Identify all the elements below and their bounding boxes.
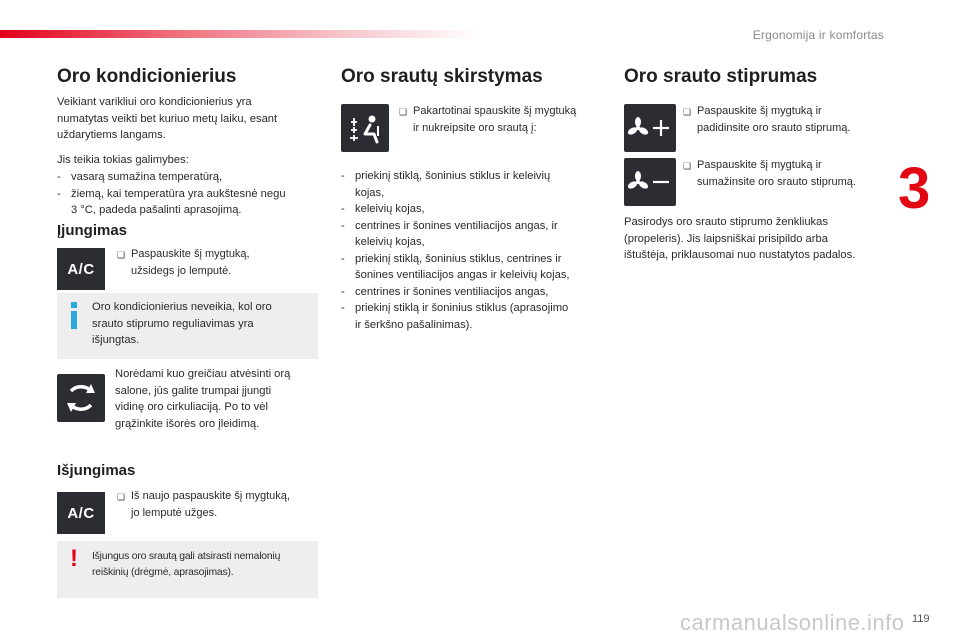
switch-on-text: ❑ Paspauskite šį mygtuką, užsidegs jo lemputė.: [117, 248, 250, 277]
info-panel: [57, 293, 318, 359]
chapter-number: 3: [898, 156, 931, 221]
fan-minus-text: ❑ Paspauskite šį mygtuką ir sumažinsite oro srauto stiprumą.: [683, 159, 856, 188]
list-item: - vasarą sumažina temperatūrą,: [57, 171, 223, 183]
list-item: - keleivių kojas,: [341, 203, 425, 215]
features-list: [57, 169, 327, 219]
list-item: - centrines ir šonines ventiliacijos angas,: [341, 285, 549, 298]
fan-plus-icon: [624, 104, 676, 152]
ac-button-icon: A/C: [57, 492, 105, 534]
fan-note-text: Pasirodys oro srauto stiprumo ženkliukas (propeleris). Jis laipsniškai prisipildo arba ištuštėja, priklausomai nuo nustatytos padalos.: [624, 216, 856, 261]
ac-button-icon: A/C: [57, 248, 105, 290]
warning-panel: [57, 541, 318, 598]
list-item: - žiemą, kai temperatūra yra aukštesnė negu 3 °C, padeda pašalinti aprasojimą.: [57, 187, 286, 216]
heading-switch-on: Įjungimas: [57, 222, 128, 239]
switch-off-text: ❑ Iš naujo paspauskite šį mygtuką, jo lemputė užges.: [117, 490, 290, 519]
page-number: 119: [912, 613, 930, 625]
header-accent-bar: [0, 30, 480, 38]
warning-text: Išjungus oro srautą gali atsirasti nemalonių reiškinių (drėgmė, aprasojimas).: [92, 551, 281, 578]
list-item: - centrines ir šonines ventiliacijos angas, ir keleivių kojas,: [341, 219, 558, 248]
list-item: - priekinį stiklą ir šoninius stiklus (aprasojimo ir šerkšno pašalinimas).: [341, 302, 569, 331]
recirculation-text: Norėdami kuo greičiau atvėsinti orą salone, jūs galite trumpai įjungti vidinę oro cirkuliaciją. Po to vėl grąžinkite išorės oro įleidimą.: [115, 368, 291, 430]
warning-icon: !: [70, 545, 78, 572]
distribution-options-list: [341, 168, 611, 333]
fan-plus-text: ❑ Paspauskite šį mygtuką ir padidinsite oro srauto stiprumą.: [683, 105, 851, 134]
recirculation-icon: [57, 374, 105, 422]
info-icon: [71, 311, 77, 329]
info-text: Oro kondicionierius neveikia, kol oro srauto stiprumo reguliavimas yra išjungtas.: [92, 301, 272, 346]
intro-text: Veikiant varikliui oro kondicionierius yra numatytas veikti bet kuriuo metų laiku, esant uždarytiems langams.: [57, 96, 278, 141]
features-intro: Jis teikia tokias galimybes:: [57, 154, 189, 166]
section-title: Ergonomija ir komfortas: [752, 28, 884, 42]
list-item: - priekinį stiklą, šoninius stiklus, centrines ir šonines ventiliacijos angas ir keleivių kojas,: [341, 252, 570, 281]
air-distribution-icon: [341, 104, 389, 152]
heading-switch-off: Išjungimas: [57, 462, 136, 479]
heading-air-conditioning: Oro kondicionierius: [57, 66, 237, 87]
distribution-text: ❑ Pakartotinai spauskite šį mygtuką ir nukreipsite oro srautą į:: [399, 105, 577, 134]
list-item: - priekinį stiklą, šoninius stiklus ir keleivių kojas,: [341, 170, 551, 199]
heading-air-distribution: Oro srautų skirstymas: [341, 66, 543, 87]
heading-air-flow: Oro srauto stiprumas: [624, 66, 818, 87]
watermark: carmanualsonline.info: [680, 610, 905, 635]
fan-minus-icon: [624, 158, 676, 206]
